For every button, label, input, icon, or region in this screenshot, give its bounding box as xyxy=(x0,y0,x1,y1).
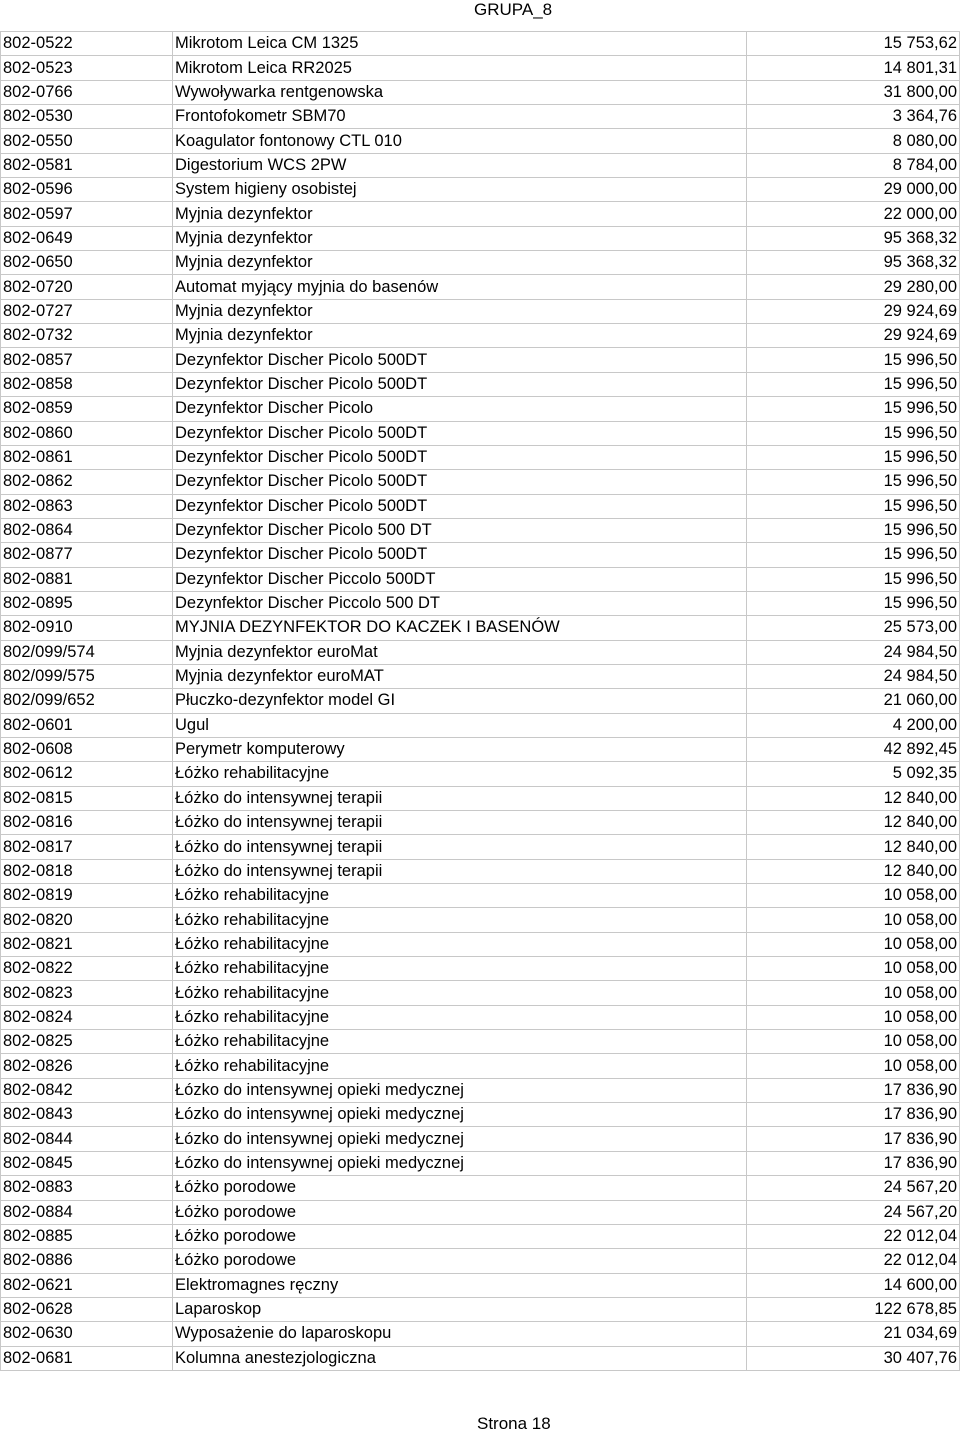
asset-value-cell: 10 058,00 xyxy=(747,1054,960,1078)
asset-value-cell: 17 836,90 xyxy=(747,1151,960,1175)
asset-code-cell: 802-0681 xyxy=(1,1346,173,1370)
asset-name-cell: Łóżko rehabilitacyjne xyxy=(173,884,747,908)
table-row xyxy=(1,713,960,737)
table-row xyxy=(1,981,960,1005)
asset-name-cell: Myjnia dezynfektor xyxy=(173,324,747,348)
asset-code-cell: 802-0822 xyxy=(1,957,173,981)
table-row xyxy=(1,32,960,56)
asset-code-cell: 802-0825 xyxy=(1,1030,173,1054)
asset-code-cell: 802-0860 xyxy=(1,421,173,445)
asset-name-cell: Płuczko-dezynfektor model GI xyxy=(173,689,747,713)
table-row xyxy=(1,1322,960,1346)
asset-value-cell: 22 000,00 xyxy=(747,202,960,226)
asset-name-cell: Łóżko do intensywnej terapii xyxy=(173,811,747,835)
asset-code-cell: 802-0864 xyxy=(1,518,173,542)
asset-code-cell: 802/099/574 xyxy=(1,640,173,664)
table-row xyxy=(1,275,960,299)
asset-code-cell: 802-0842 xyxy=(1,1078,173,1102)
asset-code-cell: 802-0910 xyxy=(1,616,173,640)
asset-table xyxy=(0,31,960,1371)
asset-name-cell: Myjnia dezynfektor xyxy=(173,202,747,226)
asset-code-cell: 802-0596 xyxy=(1,178,173,202)
table-row xyxy=(1,80,960,104)
asset-code-cell: 802-0859 xyxy=(1,397,173,421)
asset-name-cell: Perymetr komputerowy xyxy=(173,737,747,761)
asset-name-cell: Łózko do intensywnej opieki medycznej xyxy=(173,1078,747,1102)
asset-value-cell: 15 996,50 xyxy=(747,445,960,469)
asset-name-cell: Łóżko rehabilitacyjne xyxy=(173,908,747,932)
table-row xyxy=(1,811,960,835)
asset-code-cell: 802-0817 xyxy=(1,835,173,859)
table-row xyxy=(1,518,960,542)
asset-value-cell: 42 892,45 xyxy=(747,737,960,761)
asset-code-cell: 802-0863 xyxy=(1,494,173,518)
asset-name-cell: Mikrotom Leica CM 1325 xyxy=(173,32,747,56)
table-row xyxy=(1,1249,960,1273)
asset-value-cell: 4 200,00 xyxy=(747,713,960,737)
asset-code-cell: 802-0818 xyxy=(1,859,173,883)
asset-value-cell: 15 996,50 xyxy=(747,518,960,542)
asset-code-cell: 802/099/575 xyxy=(1,664,173,688)
asset-name-cell: Elektromagnes ręczny xyxy=(173,1273,747,1297)
page-footer: Strona 18 xyxy=(477,1414,551,1433)
table-row xyxy=(1,567,960,591)
asset-code-cell: 802-0732 xyxy=(1,324,173,348)
table-row xyxy=(1,1176,960,1200)
asset-name-cell: Dezynfektor Discher Picolo xyxy=(173,397,747,421)
table-row xyxy=(1,786,960,810)
asset-name-cell: Łózko do intensywnej opieki medycznej xyxy=(173,1127,747,1151)
asset-code-cell: 802-0884 xyxy=(1,1200,173,1224)
page-header: GRUPA_8 xyxy=(474,0,553,19)
table-row xyxy=(1,543,960,567)
asset-value-cell: 12 840,00 xyxy=(747,786,960,810)
table-row xyxy=(1,470,960,494)
asset-value-cell: 15 996,50 xyxy=(747,543,960,567)
asset-code-cell: 802-0581 xyxy=(1,153,173,177)
table-row xyxy=(1,689,960,713)
asset-code-cell: 802-0597 xyxy=(1,202,173,226)
asset-code-cell: 802-0523 xyxy=(1,56,173,80)
asset-code-cell: 802-0843 xyxy=(1,1103,173,1127)
asset-code-cell: 802-0530 xyxy=(1,105,173,129)
asset-value-cell: 17 836,90 xyxy=(747,1103,960,1127)
asset-name-cell: System higieny osobistej xyxy=(173,178,747,202)
asset-value-cell: 10 058,00 xyxy=(747,908,960,932)
asset-value-cell: 22 012,04 xyxy=(747,1249,960,1273)
asset-name-cell: Laparoskop xyxy=(173,1297,747,1321)
asset-name-cell: Digestorium WCS 2PW xyxy=(173,153,747,177)
asset-value-cell: 29 924,69 xyxy=(747,324,960,348)
table-row xyxy=(1,105,960,129)
asset-name-cell: Dezynfektor Discher Picolo 500DT xyxy=(173,494,747,518)
asset-value-cell: 15 996,50 xyxy=(747,348,960,372)
asset-name-cell: Dezynfektor Discher Picolo 500DT xyxy=(173,445,747,469)
asset-name-cell: Dezynfektor Discher Picolo 500DT xyxy=(173,421,747,445)
asset-value-cell: 12 840,00 xyxy=(747,859,960,883)
asset-code-cell: 802-0821 xyxy=(1,932,173,956)
asset-name-cell: Łóżko rehabilitacyjne xyxy=(173,932,747,956)
asset-value-cell: 21 034,69 xyxy=(747,1322,960,1346)
asset-name-cell: Myjnia dezynfektor xyxy=(173,299,747,323)
asset-name-cell: Wywoływarka rentgenowska xyxy=(173,80,747,104)
asset-value-cell: 15 996,50 xyxy=(747,591,960,615)
table-row xyxy=(1,616,960,640)
asset-value-cell: 122 678,85 xyxy=(747,1297,960,1321)
asset-code-cell: 802-0816 xyxy=(1,811,173,835)
asset-value-cell: 15 996,50 xyxy=(747,494,960,518)
asset-code-cell: 802-0844 xyxy=(1,1127,173,1151)
table-row xyxy=(1,202,960,226)
asset-name-cell: Myjnia dezynfektor euroMAT xyxy=(173,664,747,688)
asset-name-cell: Łóżko do intensywnej terapii xyxy=(173,835,747,859)
asset-value-cell: 8 080,00 xyxy=(747,129,960,153)
asset-code-cell: 802-0883 xyxy=(1,1176,173,1200)
asset-code-cell: 802-0621 xyxy=(1,1273,173,1297)
asset-value-cell: 10 058,00 xyxy=(747,1030,960,1054)
asset-value-cell: 10 058,00 xyxy=(747,1005,960,1029)
asset-code-cell: 802-0862 xyxy=(1,470,173,494)
asset-code-cell: 802-0861 xyxy=(1,445,173,469)
asset-name-cell: Łóżko rehabilitacyjne xyxy=(173,1030,747,1054)
asset-value-cell: 22 012,04 xyxy=(747,1224,960,1248)
asset-code-cell: 802-0824 xyxy=(1,1005,173,1029)
asset-name-cell: Łóżko porodowe xyxy=(173,1200,747,1224)
asset-value-cell: 10 058,00 xyxy=(747,884,960,908)
table-row xyxy=(1,859,960,883)
table-row xyxy=(1,1151,960,1175)
asset-value-cell: 10 058,00 xyxy=(747,981,960,1005)
asset-value-cell: 95 368,32 xyxy=(747,226,960,250)
table-row xyxy=(1,1078,960,1102)
table-row xyxy=(1,957,960,981)
table-row xyxy=(1,1200,960,1224)
asset-name-cell: Frontofokometr SBM70 xyxy=(173,105,747,129)
asset-name-cell: Kolumna anestezjologiczna xyxy=(173,1346,747,1370)
table-row xyxy=(1,56,960,80)
asset-name-cell: Łóżko rehabilitacyjne xyxy=(173,981,747,1005)
table-row xyxy=(1,421,960,445)
asset-code-cell: 802-0727 xyxy=(1,299,173,323)
asset-name-cell: Łóżko rehabilitacyjne xyxy=(173,957,747,981)
table-row xyxy=(1,737,960,761)
asset-value-cell: 14 600,00 xyxy=(747,1273,960,1297)
asset-code-cell: 802-0550 xyxy=(1,129,173,153)
asset-value-cell: 29 924,69 xyxy=(747,299,960,323)
asset-name-cell: Koagulator fontonowy CTL 010 xyxy=(173,129,747,153)
asset-value-cell: 30 407,76 xyxy=(747,1346,960,1370)
asset-code-cell: 802-0823 xyxy=(1,981,173,1005)
asset-name-cell: Myjnia dezynfektor xyxy=(173,251,747,275)
asset-value-cell: 12 840,00 xyxy=(747,835,960,859)
asset-code-cell: 802-0857 xyxy=(1,348,173,372)
table-row xyxy=(1,445,960,469)
asset-code-cell: 802-0815 xyxy=(1,786,173,810)
asset-code-cell: 802/099/652 xyxy=(1,689,173,713)
asset-name-cell: Łózko do intensywnej opieki medycznej xyxy=(173,1103,747,1127)
table-row xyxy=(1,397,960,421)
asset-code-cell: 802-0630 xyxy=(1,1322,173,1346)
asset-value-cell: 95 368,32 xyxy=(747,251,960,275)
asset-code-cell: 802-0895 xyxy=(1,591,173,615)
asset-code-cell: 802-0826 xyxy=(1,1054,173,1078)
asset-value-cell: 25 573,00 xyxy=(747,616,960,640)
table-row xyxy=(1,251,960,275)
asset-name-cell: Automat myjący myjnia do basenów xyxy=(173,275,747,299)
asset-name-cell: Łóżko porodowe xyxy=(173,1249,747,1273)
table-row xyxy=(1,640,960,664)
asset-code-cell: 802-0608 xyxy=(1,737,173,761)
asset-value-cell: 15 996,50 xyxy=(747,470,960,494)
asset-value-cell: 15 996,50 xyxy=(747,421,960,445)
asset-code-cell: 802-0858 xyxy=(1,372,173,396)
asset-code-cell: 802-0522 xyxy=(1,32,173,56)
asset-name-cell: Łózko do intensywnej opieki medycznej xyxy=(173,1151,747,1175)
table-row xyxy=(1,372,960,396)
asset-name-cell: Łóżko do intensywnej terapii xyxy=(173,859,747,883)
asset-value-cell: 29 280,00 xyxy=(747,275,960,299)
asset-code-cell: 802-0881 xyxy=(1,567,173,591)
asset-value-cell: 17 836,90 xyxy=(747,1127,960,1151)
asset-value-cell: 24 567,20 xyxy=(747,1176,960,1200)
table-row xyxy=(1,494,960,518)
table-row xyxy=(1,226,960,250)
table-row xyxy=(1,299,960,323)
asset-value-cell: 15 753,62 xyxy=(747,32,960,56)
table-row xyxy=(1,835,960,859)
asset-value-cell: 8 784,00 xyxy=(747,153,960,177)
asset-name-cell: Łóżko porodowe xyxy=(173,1224,747,1248)
table-row xyxy=(1,1346,960,1370)
asset-code-cell: 802-0886 xyxy=(1,1249,173,1273)
asset-name-cell: Dezynfektor Discher Picolo 500DT xyxy=(173,348,747,372)
asset-name-cell: Dezynfektor Discher Piccolo 500DT xyxy=(173,567,747,591)
asset-name-cell: Łózko rehabilitacyjne xyxy=(173,1005,747,1029)
asset-name-cell: Mikrotom Leica RR2025 xyxy=(173,56,747,80)
asset-name-cell: Łóżko do intensywnej terapii xyxy=(173,786,747,810)
asset-name-cell: Łóżko porodowe xyxy=(173,1176,747,1200)
asset-name-cell: Łóżko rehabilitacyjne xyxy=(173,1054,747,1078)
asset-value-cell: 15 996,50 xyxy=(747,567,960,591)
asset-code-cell: 802-0612 xyxy=(1,762,173,786)
table-row xyxy=(1,762,960,786)
table-row xyxy=(1,664,960,688)
asset-table-body xyxy=(1,32,960,1371)
table-row xyxy=(1,591,960,615)
asset-name-cell: Dezynfektor Discher Piccolo 500 DT xyxy=(173,591,747,615)
asset-value-cell: 3 364,76 xyxy=(747,105,960,129)
asset-value-cell: 24 567,20 xyxy=(747,1200,960,1224)
asset-name-cell: Łóżko rehabilitacyjne xyxy=(173,762,747,786)
asset-value-cell: 12 840,00 xyxy=(747,811,960,835)
table-row xyxy=(1,1005,960,1029)
asset-value-cell: 24 984,50 xyxy=(747,664,960,688)
asset-code-cell: 802-0628 xyxy=(1,1297,173,1321)
asset-code-cell: 802-0766 xyxy=(1,80,173,104)
asset-value-cell: 5 092,35 xyxy=(747,762,960,786)
asset-name-cell: Myjnia dezynfektor xyxy=(173,226,747,250)
asset-name-cell: Dezynfektor Discher Picolo 500DT xyxy=(173,543,747,567)
asset-code-cell: 802-0720 xyxy=(1,275,173,299)
asset-value-cell: 17 836,90 xyxy=(747,1078,960,1102)
asset-code-cell: 802-0845 xyxy=(1,1151,173,1175)
asset-name-cell: Dezynfektor Discher Picolo 500 DT xyxy=(173,518,747,542)
asset-name-cell: Dezynfektor Discher Picolo 500DT xyxy=(173,372,747,396)
asset-value-cell: 15 996,50 xyxy=(747,397,960,421)
table-row xyxy=(1,1224,960,1248)
asset-name-cell: Dezynfektor Discher Picolo 500DT xyxy=(173,470,747,494)
asset-code-cell: 802-0885 xyxy=(1,1224,173,1248)
table-row xyxy=(1,178,960,202)
table-row xyxy=(1,1054,960,1078)
asset-code-cell: 802-0649 xyxy=(1,226,173,250)
table-row xyxy=(1,908,960,932)
asset-code-cell: 802-0819 xyxy=(1,884,173,908)
table-row xyxy=(1,324,960,348)
table-row xyxy=(1,1030,960,1054)
asset-name-cell: Wyposażenie do laparoskopu xyxy=(173,1322,747,1346)
asset-value-cell: 14 801,31 xyxy=(747,56,960,80)
table-row xyxy=(1,1273,960,1297)
table-row xyxy=(1,129,960,153)
asset-value-cell: 10 058,00 xyxy=(747,932,960,956)
table-row xyxy=(1,1127,960,1151)
table-row xyxy=(1,153,960,177)
table-row xyxy=(1,884,960,908)
asset-value-cell: 24 984,50 xyxy=(747,640,960,664)
asset-value-cell: 31 800,00 xyxy=(747,80,960,104)
asset-code-cell: 802-0820 xyxy=(1,908,173,932)
table-row xyxy=(1,932,960,956)
asset-value-cell: 10 058,00 xyxy=(747,957,960,981)
table-row xyxy=(1,1297,960,1321)
table-row xyxy=(1,348,960,372)
asset-name-cell: MYJNIA DEZYNFEKTOR DO KACZEK I BASENÓW xyxy=(173,616,747,640)
asset-value-cell: 21 060,00 xyxy=(747,689,960,713)
asset-value-cell: 15 996,50 xyxy=(747,372,960,396)
asset-name-cell: Myjnia dezynfektor euroMat xyxy=(173,640,747,664)
asset-code-cell: 802-0877 xyxy=(1,543,173,567)
asset-code-cell: 802-0650 xyxy=(1,251,173,275)
asset-code-cell: 802-0601 xyxy=(1,713,173,737)
asset-name-cell: Ugul xyxy=(173,713,747,737)
asset-value-cell: 29 000,00 xyxy=(747,178,960,202)
table-row xyxy=(1,1103,960,1127)
